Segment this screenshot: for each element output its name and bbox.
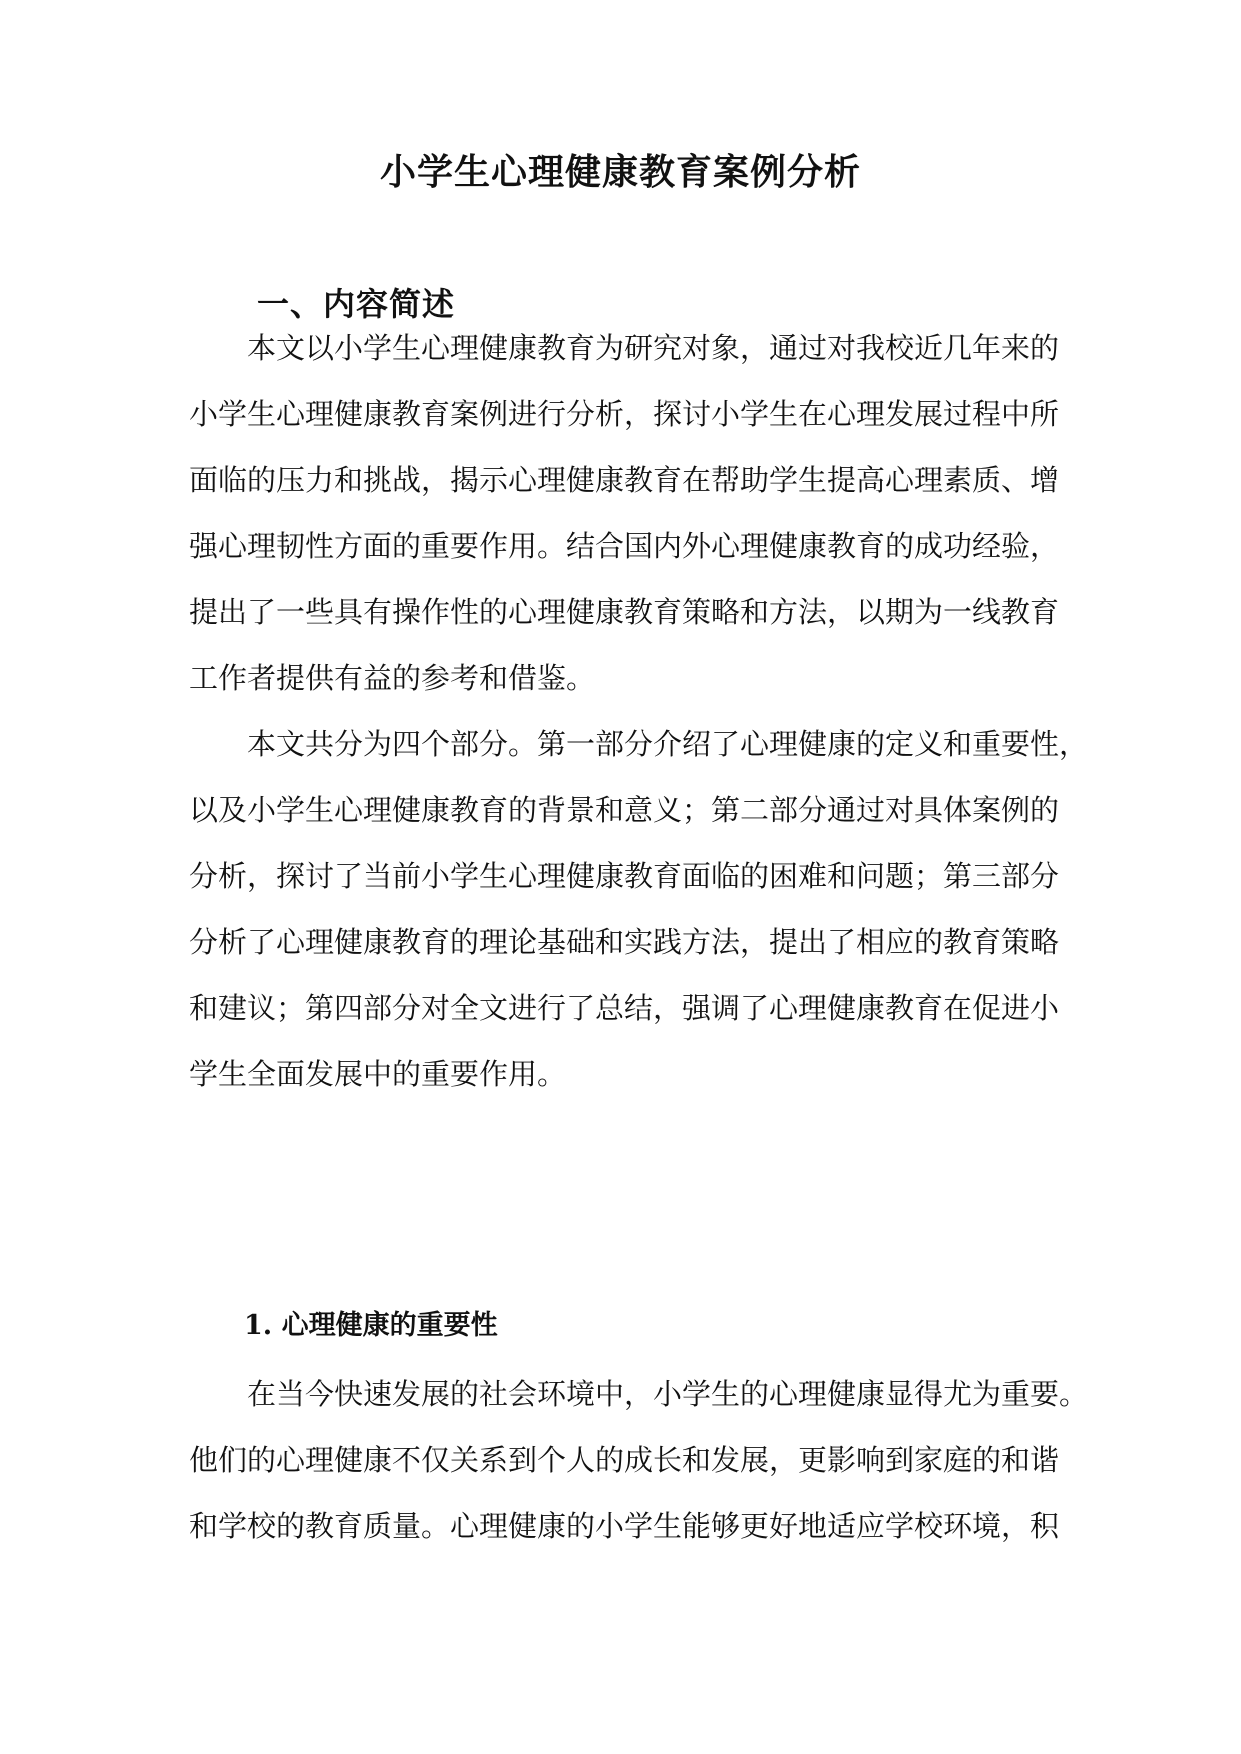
text-line: 分析，探讨了当前小学生心理健康教育面临的困难和问题；第三部分 (189, 859, 1060, 893)
text-line: 和学校的教育质量。心理健康的小学生能够更好地适应学校环境，积 (189, 1509, 1060, 1543)
text-line: 小学生心理健康教育案例进行分析，探讨小学生在心理发展过程中所 (189, 397, 1060, 431)
text-line: 面临的压力和挑战，揭示心理健康教育在帮助学生提高心理素质、增 (189, 463, 1060, 497)
text-line: 本文共分为四个部分。第一部分介绍了心理健康的定义和重要性， (247, 727, 1089, 761)
subsection-heading-importance: 1. 心理健康的重要性 (244, 1310, 498, 1341)
text-line: 在当今快速发展的社会环境中，小学生的心理健康显得尤为重要。 (247, 1377, 1089, 1411)
section-heading-overview: 一、内容简述 (257, 285, 456, 323)
text-line: 和建议；第四部分对全文进行了总结，强调了心理健康教育在促进小 (189, 991, 1060, 1025)
text-line: 以及小学生心理健康教育的背景和意义；第二部分通过对具体案例的 (189, 793, 1060, 827)
document-title: 小学生心理健康教育案例分析 (379, 151, 861, 193)
text-line: 工作者提供有益的参考和借鉴。 (189, 661, 596, 695)
text-line: 本文以小学生心理健康教育为研究对象，通过对我校近几年来的 (247, 331, 1060, 365)
text-line: 提出了一些具有操作性的心理健康教育策略和方法，以期为一线教育 (189, 595, 1060, 629)
text-line: 分析了心理健康教育的理论基础和实践方法，提出了相应的教育策略 (189, 925, 1060, 959)
text-line: 他们的心理健康不仅关系到个人的成长和发展，更影响到家庭的和谐 (189, 1443, 1060, 1477)
text-line: 学生全面发展中的重要作用。 (189, 1057, 567, 1091)
text-line: 强心理韧性方面的重要作用。结合国内外心理健康教育的成功经验， (189, 529, 1060, 563)
